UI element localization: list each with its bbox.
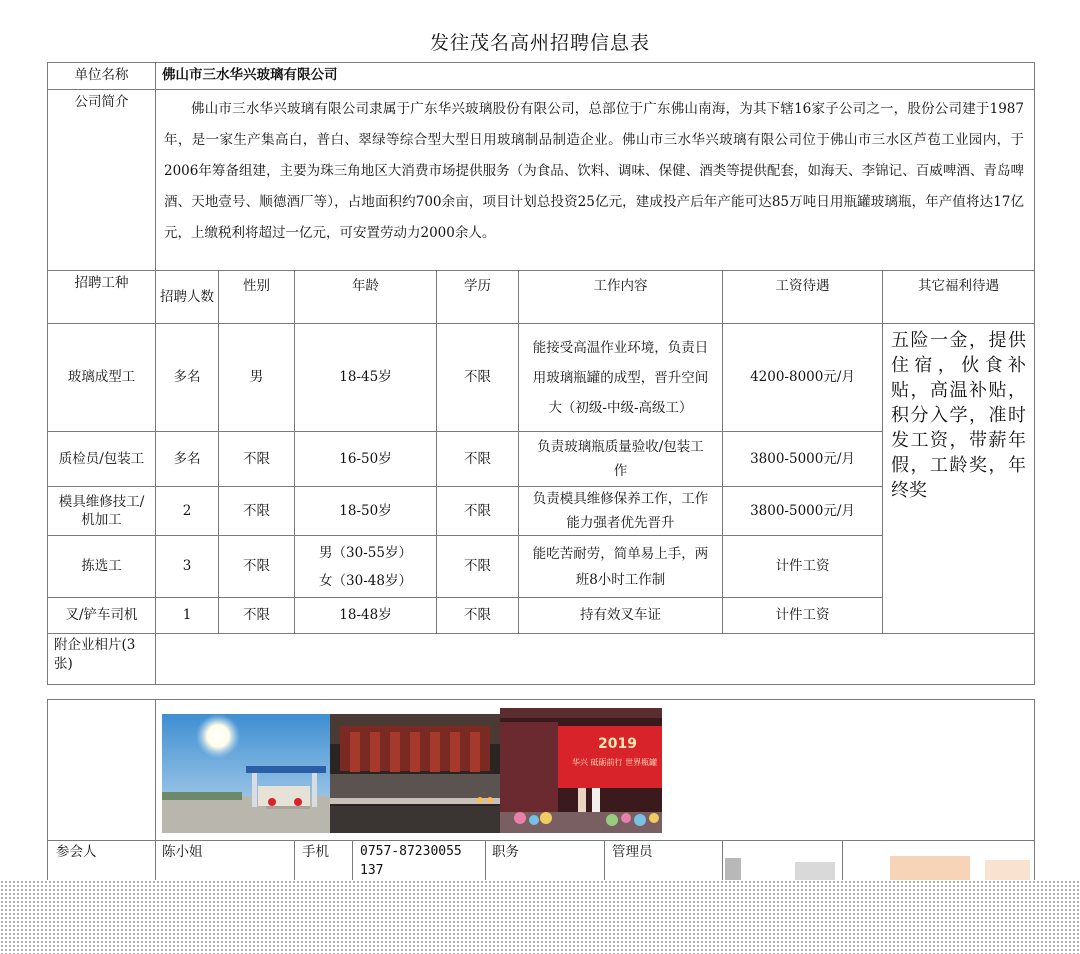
document-title: 发往茂名高州招聘信息表: [429, 32, 650, 54]
header-count: 招聘人数: [160, 288, 214, 305]
job-salary: 3800-5000元/月: [750, 450, 855, 467]
job-content: 负责模具维修保养工作，工作能力强者优先晋升: [532, 491, 709, 531]
header-job-type: 招聘工种: [74, 275, 129, 291]
halftone-band: [0, 880, 1080, 954]
position-label: 职务: [492, 844, 519, 860]
job-education: 不限: [464, 369, 491, 386]
blurred-mark: [890, 856, 970, 880]
job-salary: 计件工资: [775, 607, 830, 624]
job-age-male: 男（30-55岁）: [319, 544, 412, 561]
benefits-text: 五险一金，提供住宿，伙食补贴，高温补贴，积分入学，准时发工资，带薪年假，工龄奖，年终奖: [891, 330, 1026, 501]
border: [485, 840, 486, 884]
job-content: 能吃苦耐劳，简单易上手，两班8小时工作制: [532, 545, 709, 588]
border: [352, 840, 353, 884]
job-type: 质检员/包装工: [58, 450, 145, 467]
border: [722, 840, 723, 884]
contact-person-label: 参会人: [56, 844, 97, 860]
phone-number: 0757-87230055: [360, 844, 462, 859]
job-content: 能接受高温作业环境，负责日用玻璃瓶罐的成型，晋升空间大（初级-中级-高级工）: [532, 339, 709, 416]
contact-person: 陈小姐: [162, 844, 203, 860]
blurred-mark: [985, 860, 1030, 880]
border-right: [1034, 699, 1035, 884]
header-benefits: 其它福利待遇: [918, 278, 999, 294]
job-age: 16-50岁: [339, 450, 392, 467]
header-gender: 性别: [243, 278, 270, 294]
event-banner-year: 2019: [598, 736, 637, 752]
job-education: 不限: [464, 558, 491, 575]
job-type: 玻璃成型工: [67, 369, 136, 386]
company-name: 佛山市三水华兴玻璃有限公司: [162, 67, 338, 84]
job-type: 叉/铲车司机: [65, 607, 138, 624]
position-value: 管理员: [612, 844, 653, 860]
job-count: 多名: [173, 369, 201, 386]
job-count: 2: [182, 502, 192, 519]
job-salary: 4200-8000元/月: [750, 369, 855, 386]
job-education: 不限: [464, 607, 491, 624]
border: [294, 840, 295, 884]
job-count: 3: [182, 558, 192, 575]
company-intro: 佛山市三水华兴玻璃有限公司隶属于广东华兴玻璃股份有限公司，总部位于广东佛山南海，为其下辖16家子公司之一，股份公司建于1987年，是一家生产集高白，普白、翠绿等综合型大型日用玻璃制品制造企业。佛山市三水华兴玻璃有限公司位于佛山市三水区芦苞工业园内，于2006年筹备组建，主要为珠三角地区大消费市场提供服务（为食品、饮料、调味、保健、酒类等提供配套，如海天、李锦记、百威啤酒、青岛啤酒、天地壹号、顺德酒厂等），占地面积约700余亩，项目计划总投资25亿元，建成投产后年产能可达85万吨日用瓶罐玻璃瓶，年产值将达17亿元，上缴税利将超过一亿元，可安置劳动力2000余人。: [164, 101, 1024, 241]
header-age: 年龄: [352, 278, 379, 294]
border: [47, 633, 1035, 634]
job-gender: 不限: [243, 607, 270, 624]
job-gender: 不限: [243, 558, 270, 575]
annual-event-photo: [500, 708, 662, 833]
factory-gate-photo: [162, 714, 330, 833]
border: [155, 699, 156, 884]
job-type: 模具维修技工/机加工: [58, 493, 145, 528]
phone-number-2: 137: [360, 863, 384, 878]
job-count: 多名: [173, 450, 201, 467]
header-education: 学历: [464, 278, 491, 294]
job-gender: 不限: [243, 450, 270, 467]
border: [604, 840, 605, 884]
job-salary: 3800-5000元/月: [750, 502, 855, 519]
job-education: 不限: [464, 502, 491, 519]
event-banner-caption: 华兴 砥砺前行 世界瓶罐: [572, 758, 658, 767]
job-education: 不限: [464, 450, 491, 467]
job-type: 拣选工: [81, 558, 122, 575]
job-gender: 不限: [243, 502, 270, 519]
job-age-group: [295, 536, 436, 597]
job-age-female: 女（30-48岁）: [319, 572, 412, 589]
job-age: 18-50岁: [339, 502, 392, 519]
blurred-mark: [725, 858, 741, 880]
company-intro-label: 公司简介: [74, 94, 129, 110]
phone-label: 手机: [302, 844, 329, 860]
job-count: 1: [182, 607, 192, 624]
job-age: 18-48岁: [339, 607, 392, 624]
border-right: [1034, 62, 1035, 685]
company-name-label: 单位名称: [74, 67, 129, 84]
job-content: 负责玻璃瓶质量验收/包装工作: [537, 439, 704, 479]
border-top: [47, 699, 1035, 700]
border: [47, 840, 1035, 841]
production-line-photo: [330, 714, 500, 833]
border: [842, 840, 843, 884]
job-content: 持有效叉车证: [580, 607, 661, 624]
job-salary: 计件工资: [775, 558, 830, 575]
border-bottom: [47, 684, 1035, 685]
photos-label: 附企业相片(3张): [54, 637, 136, 672]
border-left: [47, 699, 48, 884]
job-age: 18-45岁: [339, 369, 392, 386]
header-salary: 工资待遇: [775, 278, 830, 294]
job-gender: 男: [249, 369, 264, 386]
blurred-mark: [795, 862, 835, 880]
header-job-content: 工作内容: [593, 278, 648, 294]
